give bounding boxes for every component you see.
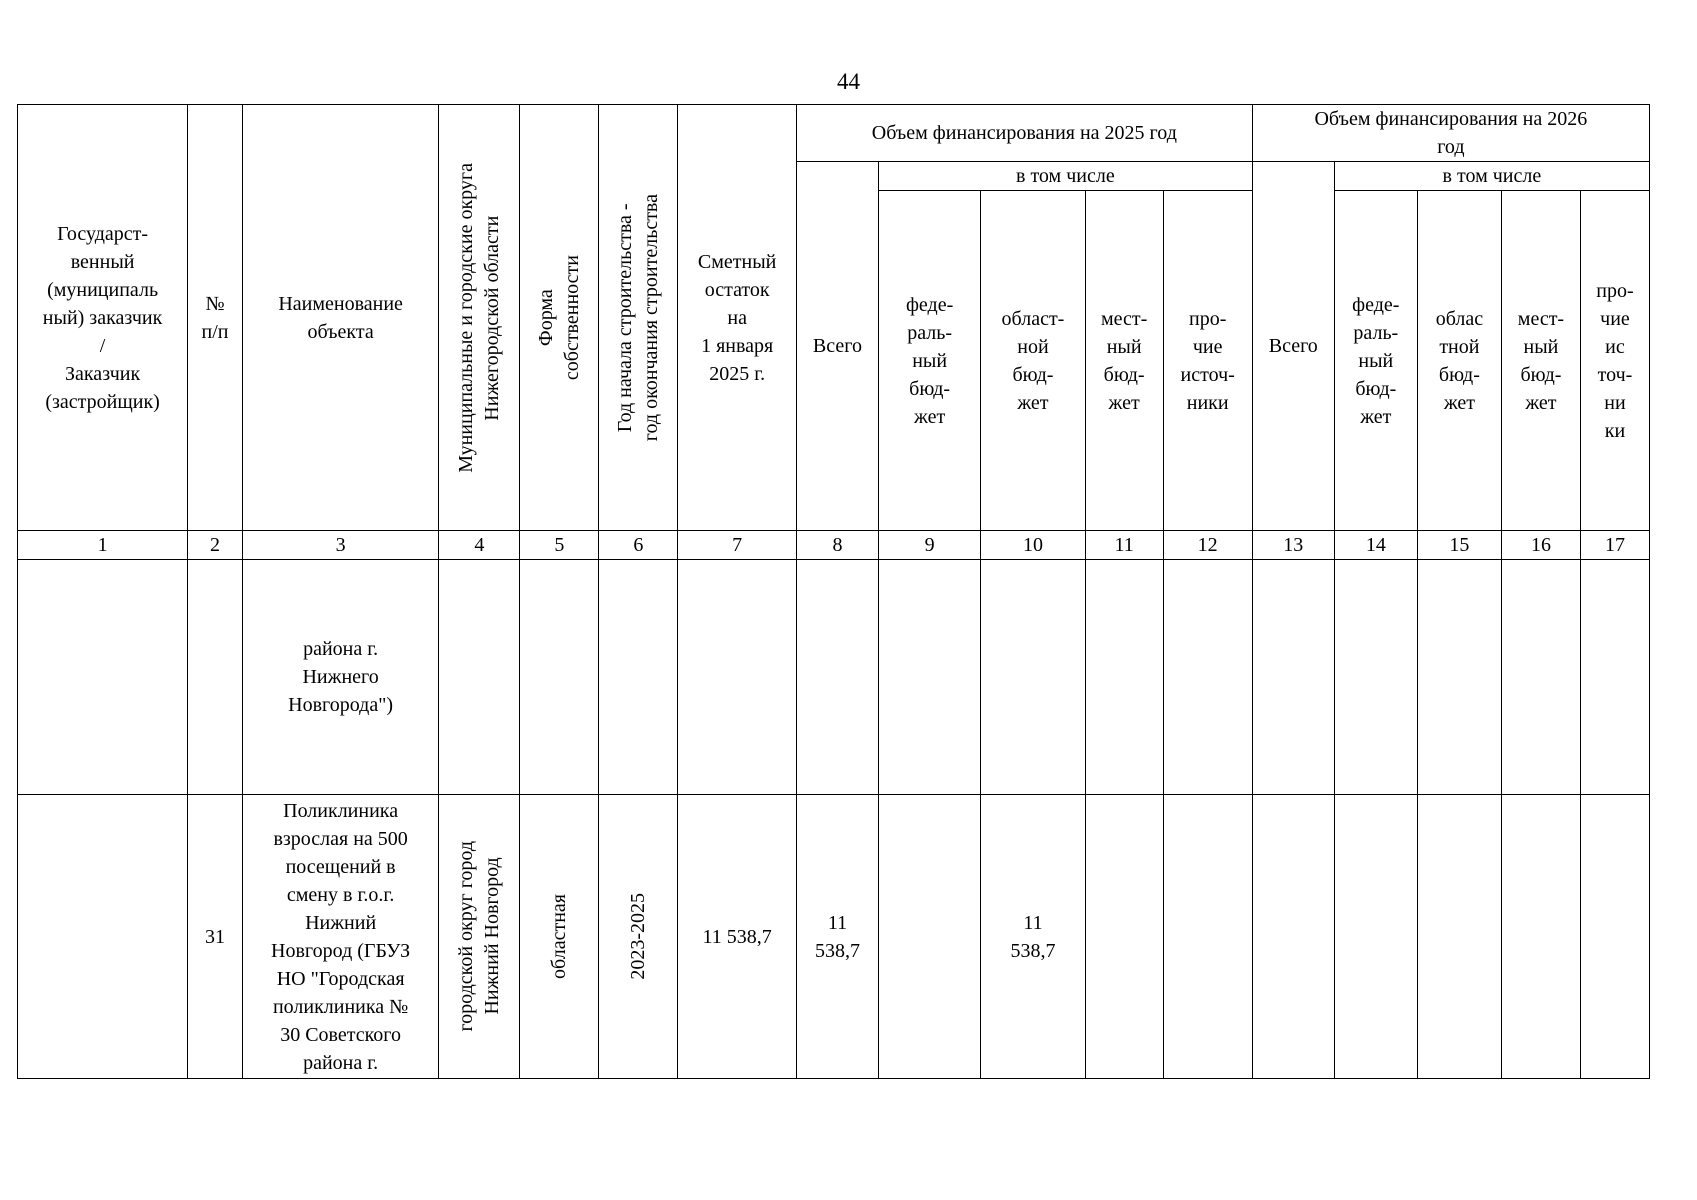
cell-number [188,560,243,795]
cell-estimated-balance: 11 538,7 [678,795,797,1079]
header-number: № п/п [188,105,243,531]
header-customer: Государст- венный (муниципаль ный) заказчик / Заказчик (застройщик) [18,105,188,531]
column-number: 7 [678,531,797,560]
column-number: 14 [1334,531,1417,560]
column-number: 1 [18,531,188,560]
cell-years: 2023-2025 [599,795,678,1079]
cell-customer [18,795,188,1079]
column-number: 16 [1501,531,1580,560]
header-federal-2026: феде- раль- ный бюд- жет [1334,191,1417,531]
cell-regional-2026 [1417,560,1501,795]
column-number: 6 [599,531,678,560]
cell-local-2025 [1085,795,1163,1079]
cell-customer [18,560,188,795]
column-number: 13 [1252,531,1334,560]
header-years: Год начала строительства - год окончания строительства [599,105,678,531]
header-other-2026: про- чие ис точ- ни ки [1580,191,1649,531]
cell-regional-2026 [1417,795,1501,1079]
cell-total-2026 [1252,795,1334,1079]
column-number: 10 [981,531,1085,560]
column-number: 8 [796,531,878,560]
column-number: 2 [188,531,243,560]
cell-federal-2026 [1334,560,1417,795]
header-municipality: Муниципальные и городские округа Нижегородской области [439,105,520,531]
cell-object-name: района г. Нижнего Новгорода") [242,560,439,795]
table-row [18,560,1650,795]
column-number: 3 [242,531,439,560]
header-total-2025: Всего [796,162,878,531]
cell-local-2026 [1501,560,1580,795]
table-row [18,795,1650,1079]
cell-federal-2025 [878,795,980,1079]
header-object-name: Наименование объекта [242,105,439,531]
column-number: 12 [1163,531,1252,560]
cell-federal-2026 [1334,795,1417,1079]
cell-number: 31 [188,795,243,1079]
column-number: 9 [878,531,980,560]
header-local-2026: мест- ный бюд- жет [1501,191,1580,531]
cell-total-2025: 11 538,7 [796,795,878,1079]
column-number: 5 [520,531,599,560]
cell-local-2026 [1501,795,1580,1079]
cell-estimated-balance [678,560,797,795]
header-funding-2026: Объем финансирования на 2026 год [1252,105,1649,162]
header-regional-2026: облас тной бюд- жет [1417,191,1501,531]
header-including-2026: в том числе [1334,162,1649,191]
column-number: 15 [1417,531,1501,560]
header-funding-2025: Объем финансирования на 2025 год [796,105,1252,162]
header-ownership: Форма собственности [520,105,599,531]
cell-other-2026 [1580,795,1649,1079]
financing-table [17,104,1650,1079]
cell-local-2025 [1085,560,1163,795]
cell-ownership: областная [520,795,599,1079]
cell-ownership [520,560,599,795]
cell-years [599,560,678,795]
cell-other-2025 [1163,795,1252,1079]
column-number: 4 [439,531,520,560]
column-numbers-row [18,531,1650,560]
cell-regional-2025: 11 538,7 [981,795,1085,1079]
cell-federal-2025 [878,560,980,795]
cell-total-2025 [796,560,878,795]
cell-other-2025 [1163,560,1252,795]
header-regional-2025: област- ной бюд- жет [981,191,1085,531]
header-total-2026: Всего [1252,162,1334,531]
cell-municipality [439,560,520,795]
header-estimated-balance: Сметный остаток на 1 января 2025 г. [678,105,797,531]
cell-total-2026 [1252,560,1334,795]
header-local-2025: мест- ный бюд- жет [1085,191,1163,531]
page-number: 44 [837,69,860,94]
header-including-2025: в том числе [878,162,1252,191]
cell-regional-2025 [981,560,1085,795]
header-other-2025: про- чие источ- ники [1163,191,1252,531]
cell-other-2026 [1580,560,1649,795]
header-federal-2025: феде- раль- ный бюд- жет [878,191,980,531]
cell-object-name: Поликлиника взрослая на 500 посещений в смену в г.о.г. Нижний Новгород (ГБУЗ НО "Городская поликлиника № 30 Советского района г. [242,795,439,1079]
column-number: 11 [1085,531,1163,560]
cell-municipality: городской округ город Нижний Новгород [439,795,520,1079]
column-number: 17 [1580,531,1649,560]
